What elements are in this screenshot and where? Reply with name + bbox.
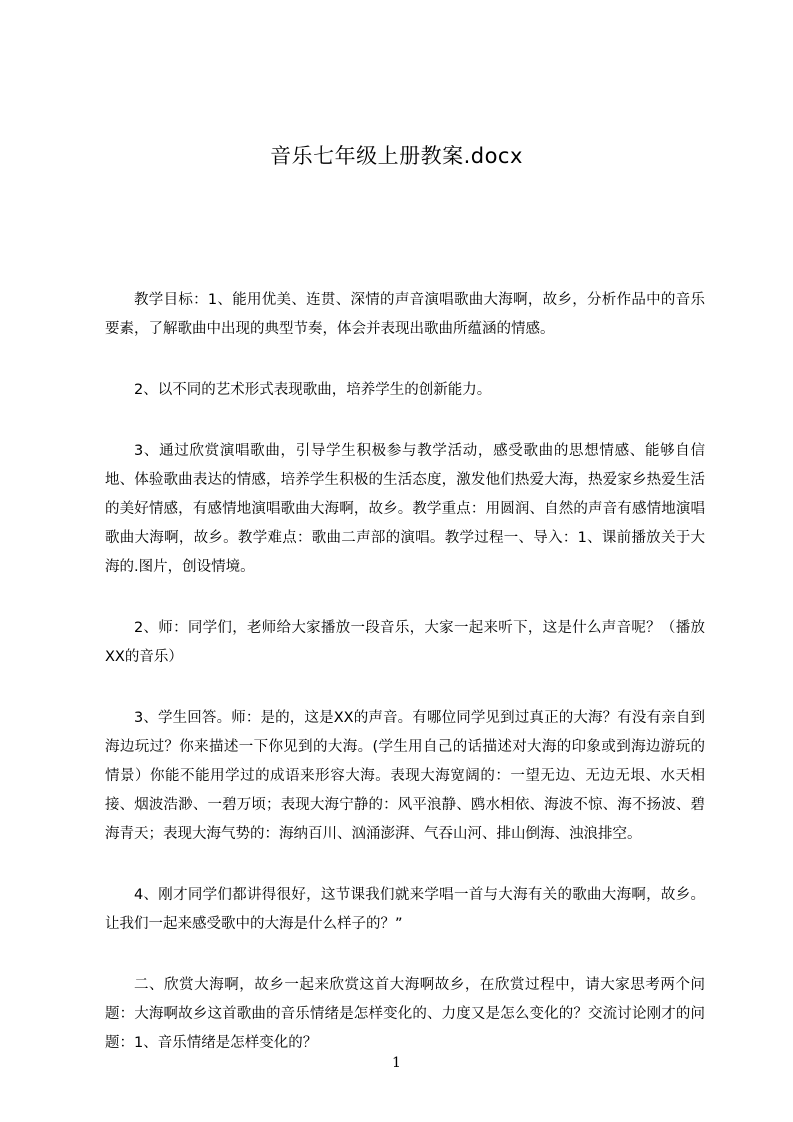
page-number: 1 — [392, 1055, 401, 1071]
paragraph-teaching-goals: 教学目标：1、能用优美、连贯、深情的声音演唱歌曲大海啊，故乡，分析作品中的音乐要素，了解歌曲中出现的典型节奏，体会并表现出歌曲所蕴涵的情感。 — [105, 292, 705, 337]
paragraph-intro-4: 4、刚才同学们都讲得很好，这节课我们就来学唱一首与大海有关的歌曲大海啊，故乡。让我们一起来感受歌中的大海是什么样子的？” — [105, 887, 705, 932]
paragraph-appreciation: 二、欣赏大海啊，故乡一起来欣赏这首大海啊故乡，在欣赏过程中，请大家思考两个问题：大海啊故乡这首歌曲的音乐情绪是怎样变化的、力度又是怎么变化的？交流讨论刚才的问题：1、音乐情绪是怎样变化的？ — [105, 977, 705, 1051]
document-body — [105, 286, 705, 1090]
paragraph-goal-2: 2、以不同的艺术形式表现歌曲，培养学生的创新能力。 — [134, 382, 492, 398]
paragraph-goal-3: 3、通过欣赏演唱歌曲，引导学生积极参与教学活动，感受歌曲的思想情感、能够自信地、体验歌曲表达的情感，培养学生积极的生活态度，激发他们热爱大海，热爱家乡热爱生活的美好情感，有感情地演唱歌曲大海啊，故乡。教学重点：用圆润、自然的声音有感情地演唱歌曲大海啊，故乡。教学难点：歌曲二声部的演唱。教学过程一、导入：1、课前播放关于大海的.图片，创设情境。 — [105, 443, 705, 575]
document-title: 音乐七年级上册教案.docx — [270, 144, 523, 168]
paragraph-intro-3: 3、学生回答。师：是的，这是XX的声音。有哪位同学见到过真正的大海？有没有亲自到海边玩过？你来描述一下你见到的大海。(学生用自己的话描述对大海的印象或到海边游玩的情景）你能不能用学过的成语来形容大海。表现大海宽阔的：一望无边、无边无垠、水天相接、烟波浩渺、一碧万顷；表现大海宁静的：风平浪静、鸥水相依、海波不惊、海不扬波、碧海青天；表现大海气势的：海纳百川、汹涌澎湃、气吞山河、排山倒海、浊浪排空。 — [105, 710, 705, 842]
paragraph-intro-2: 2、师：同学们，老师给大家播放一段音乐，大家一起来听下，这是什么声音呢？（播放XX的音乐） — [105, 620, 705, 665]
